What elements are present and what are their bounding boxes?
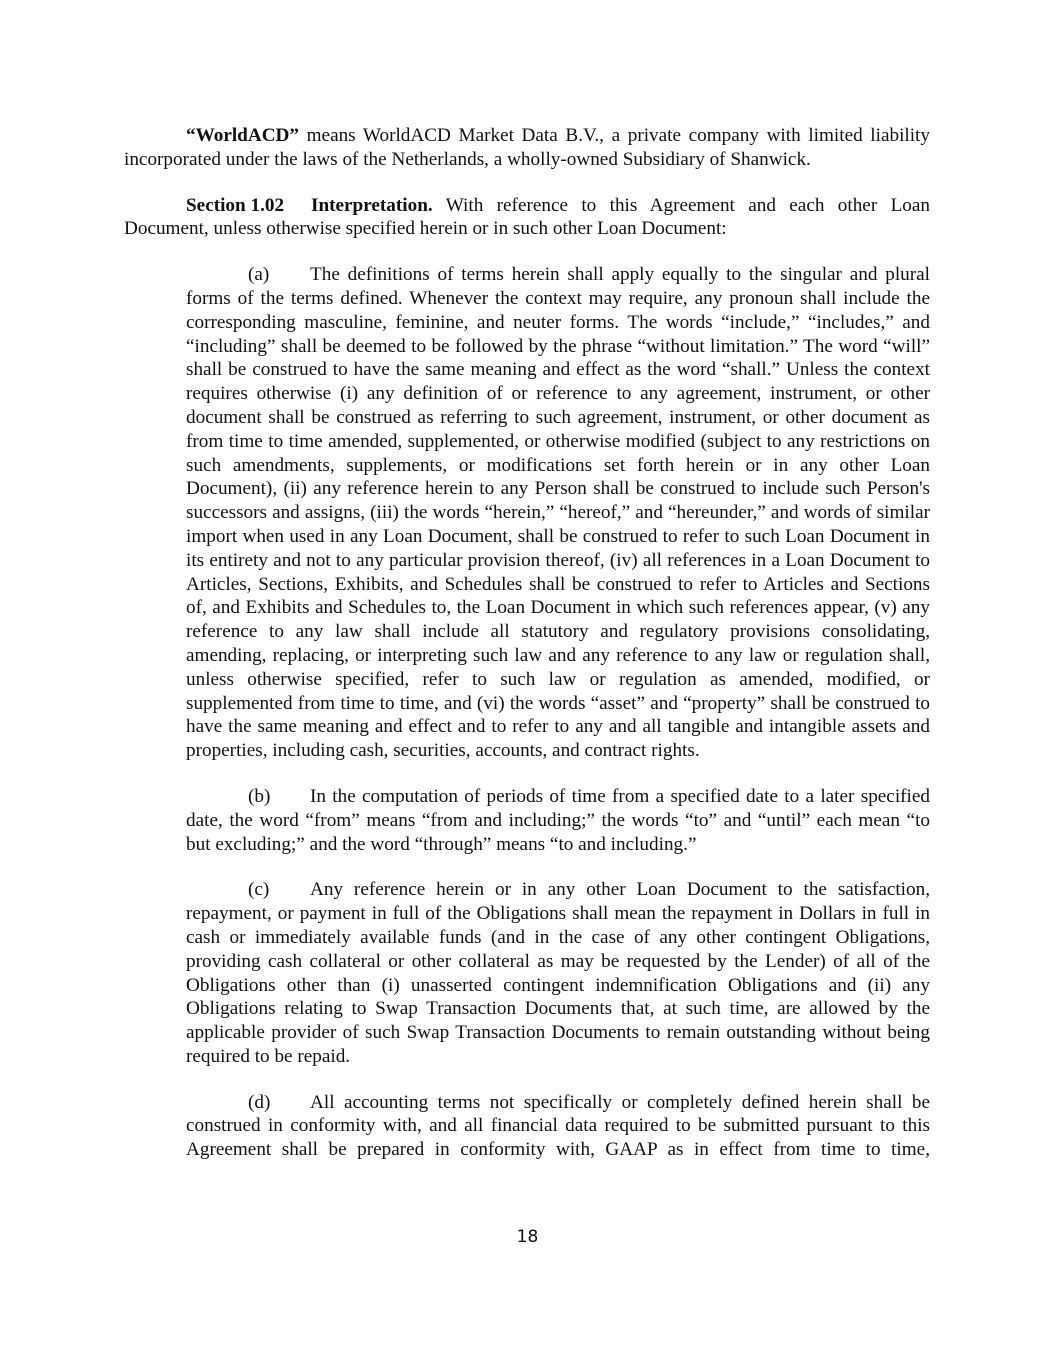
defined-term: “WorldACD” bbox=[186, 125, 299, 146]
page-number: 18 bbox=[516, 1227, 539, 1247]
clause-label: (c) bbox=[248, 879, 270, 901]
section-1-02-paragraph bbox=[124, 194, 930, 242]
page-body bbox=[124, 124, 930, 1162]
clause-text: All accounting terms not specifically or completely defined herein shall be construed in conformity with, and all financial data required to be submitted pursuant to this Agreement shall be prepared in conformity with, GAAP as in effect from time to time, bbox=[186, 1091, 930, 1161]
clause-text: The definitions of terms herein shall apply equally to the singular and plural forms of the terms defined. Whenever the context may require, any pronoun shall include the corresponding masculine, feminine, and neuter forms. The words “include,” “includes,” and “including” shall be deemed to be followed by the phrase “without limitation.” The word “will” shall be construed to have the same meaning and effect as the word “shall.” Unless the context requires otherwise (i) any definition of or reference to any agreement, instrument, or other document shall be construed as referring to such agreement, instrument, or other document as from time to time amended, supplemented, or otherwise modified (subject to any restrictions on such amendments, supplements, or modifications set forth herein or in any other Loan Document), (ii) any reference herein to any Person shall be construed to include such Person's successors and assigns, (iii) the words “herein,” “hereof,” and “hereunder,” and words of similar import when used in any Loan Document, shall be construed to refer to such Loan Document in its entirety and not to any particular provision thereof, (iv) all references in a Loan Document to Articles, Sections, Exhibits, and Schedules shall be construed to refer to Articles and Sections of, and Exhibits and Schedules to, the Loan Document in which such references appear, (v) any reference to any law shall include all statutory and regulatory provisions consolidating, amending, replacing, or interpreting such law and any reference to any law or regulation shall, unless otherwise specified, refer to such law or regulation as amended, modified, or supplemented from time to time, and (vi) the words “asset” and “property” shall be construed to have the same meaning and effect and to refer to any and all tangible and intangible assets and properties, including cash, securities, accounts, and contract rights. bbox=[186, 264, 930, 762]
clause-label: (d) bbox=[248, 1091, 271, 1113]
section-intro-text: With reference to this Agreement and each other Loan Document, unless otherwise specified herein or in such other Loan Document: bbox=[124, 194, 930, 240]
definition-worldacd bbox=[124, 124, 930, 172]
section-number: Section 1.02 bbox=[186, 194, 285, 216]
clause-c bbox=[186, 878, 930, 1068]
definition-text: means WorldACD Market Data B.V., a private company with limited liability incorporated under the laws of the Netherlands, a wholly-owned Subsidiary of Shanwick. bbox=[124, 125, 930, 170]
clause-d bbox=[186, 1091, 930, 1162]
clause-label: (b) bbox=[248, 785, 271, 807]
clause-text: Any reference herein or in any other Loan Document to the satisfaction, repayment, or payment in full of the Obligations shall mean the repayment in Dollars in full in cash or immediately available funds (and in the case of any other contingent Obligations, providing cash collateral or other collateral as may be requested by the Lender) of all of the Obligations other than (i) unasserted contingent indemnification Obligations and (ii) any Obligations relating to Swap Transaction Documents that, at such time, are allowed by the applicable provider of such Swap Transaction Documents to remain outstanding without being required to be repaid. bbox=[186, 879, 930, 1067]
clause-text: In the computation of periods of time from a specified date to a later specified date, the word “from” means “from and including;” the words “to” and “until” each mean “to but excluding;” and the word “through” means “to and including.” bbox=[186, 785, 930, 855]
clause-label: (a) bbox=[248, 264, 270, 286]
section-title: Interpretation. bbox=[311, 194, 433, 216]
clause-a bbox=[186, 263, 930, 763]
clause-b bbox=[186, 785, 930, 856]
